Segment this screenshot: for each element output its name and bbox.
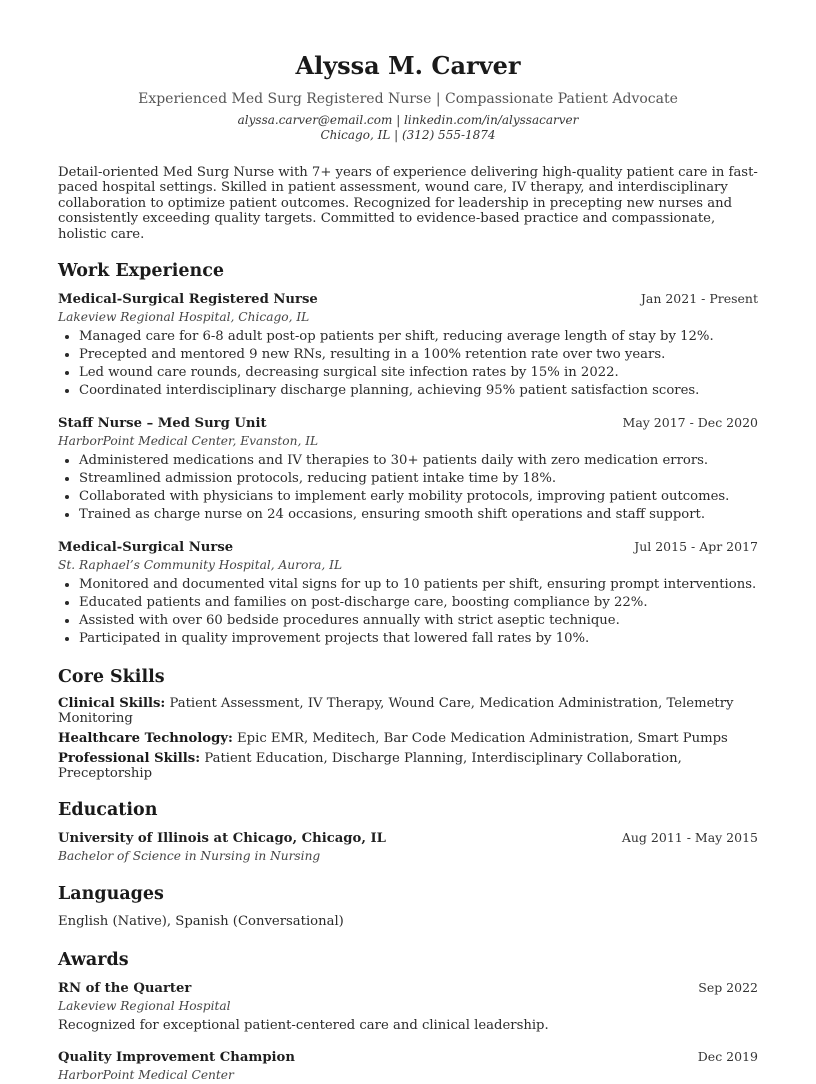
job-bullet: • Participated in quality improvement projects that lowered fall rates by 10%. [79, 630, 758, 648]
job-bullet: • Trained as charge nurse on 24 occasions, ensuring smooth shift operations and staff support. [79, 506, 758, 524]
award-description: Recognized for exceptional patient-centered care and clinical leadership. [58, 1018, 549, 1034]
job-bullet: • Administered medications and IV therapies to 30+ patients daily with zero medication errors. [79, 452, 758, 470]
contact-email-linkedin: alyssa.carver@email.com | linkedin.com/in/alyssacarver [237, 113, 579, 127]
section-title-education: Education [58, 800, 158, 821]
skill-group-value: Patient Assessment, IV Therapy, Wound Care, Medication Administration, Telemetry Monitoring [58, 696, 734, 727]
skill-group [58, 731, 758, 746]
job-employer: St. Raphael’s Community Hospital, Aurora, IL [58, 558, 343, 573]
degree: Bachelor of Science in Nursing in Nursing [58, 849, 321, 864]
school-name: University of Illinois at Chicago, Chicago, IL [58, 831, 386, 847]
contact-location-phone: Chicago, IL | (312) 555-1874 [320, 128, 496, 142]
job-bullets [58, 328, 758, 400]
section-title-awards: Awards [58, 950, 129, 971]
job-bullets [58, 452, 758, 524]
job-dates: Jul 2015 - Apr 2017 [634, 539, 758, 555]
job-dates: May 2017 - Dec 2020 [622, 415, 758, 431]
job-employer: Lakeview Regional Hospital, Chicago, IL [58, 310, 310, 325]
job-entry [58, 538, 758, 648]
job-bullet: • Precepted and mentored 9 new RNs, resulting in a 100% retention rate over two years. [79, 346, 758, 364]
award-date: Sep 2022 [698, 980, 758, 996]
candidate-name: Alyssa M. Carver [295, 51, 521, 80]
job-bullet: • Led wound care rounds, decreasing surgical site infection rates by 15% in 2022. [79, 364, 758, 382]
section-title-skills: Core Skills [58, 667, 165, 688]
resume-header [0, 0, 816, 143]
job-title: Medical-Surgical Nurse [58, 540, 234, 556]
award-entry [58, 979, 758, 1034]
skill-group [58, 751, 758, 781]
job-bullet: • Assisted with over 60 bedside procedures annually with strict aseptic technique. [79, 612, 758, 630]
resume-body [0, 165, 816, 1084]
job-bullet: • Managed care for 6-8 adult post-op patients per shift, reducing average length of stay by 12%. [79, 328, 758, 346]
skill-group-value: Epic EMR, Meditech, Bar Code Medication Administration, Smart Pumps [237, 731, 728, 747]
job-entry [58, 290, 758, 400]
section-title-work: Work Experience [58, 261, 224, 282]
job-entry [58, 414, 758, 524]
job-bullets [58, 576, 758, 648]
job-bullet: • Collaborated with physicians to implement early mobility protocols, improving patient outcomes. [79, 488, 758, 506]
skill-group-value: Patient Education, Discharge Planning, Interdisciplinary Collaboration, Preceptorship [58, 751, 682, 782]
skill-group-label: Professional Skills: [58, 751, 201, 767]
job-employer: HarborPoint Medical Center, Evanston, IL [58, 434, 319, 449]
education-entry [58, 829, 758, 865]
award-entry [58, 1048, 758, 1084]
professional-summary: Detail-oriented Med Surg Nurse with 7+ years of experience delivering high-quality patient care in fast-paced hospital settings. Skilled in patient assessment, wound care, IV therapy, and interdisciplinary collaboration to optimize patient outcomes. Recognized for leadership in precepting new nurses and consistently exceeding quality targets. Committed to evidence-based practice and compassionate, holistic care. [58, 165, 758, 242]
award-date: Dec 2019 [697, 1049, 758, 1065]
skill-group-label: Clinical Skills: [58, 696, 166, 712]
job-bullet: • Educated patients and families on post-discharge care, boosting compliance by 22%. [79, 594, 758, 612]
job-bullet: • Coordinated interdisciplinary discharge planning, achieving 95% patient satisfaction scores. [79, 382, 758, 400]
skill-group [58, 696, 758, 726]
award-title: RN of the Quarter [58, 981, 192, 997]
job-title: Staff Nurse – Med Surg Unit [58, 416, 267, 432]
job-bullet: • Streamlined admission protocols, reducing patient intake time by 18%. [79, 470, 758, 488]
award-organization: HarborPoint Medical Center [58, 1068, 234, 1083]
skill-group-label: Healthcare Technology: [58, 731, 233, 747]
languages-list: English (Native), Spanish (Conversational) [58, 914, 344, 930]
award-title: Quality Improvement Champion [58, 1050, 295, 1066]
section-title-languages: Languages [58, 884, 164, 905]
award-organization: Lakeview Regional Hospital [58, 999, 231, 1014]
education-dates: Aug 2011 - May 2015 [621, 830, 758, 846]
job-bullet: • Monitored and documented vital signs for up to 10 patients per shift, ensuring prompt interventions. [79, 576, 758, 594]
headline: Experienced Med Surg Registered Nurse | Compassionate Patient Advocate [138, 91, 678, 107]
job-dates: Jan 2021 - Present [640, 291, 758, 307]
job-title: Medical-Surgical Registered Nurse [58, 292, 318, 308]
